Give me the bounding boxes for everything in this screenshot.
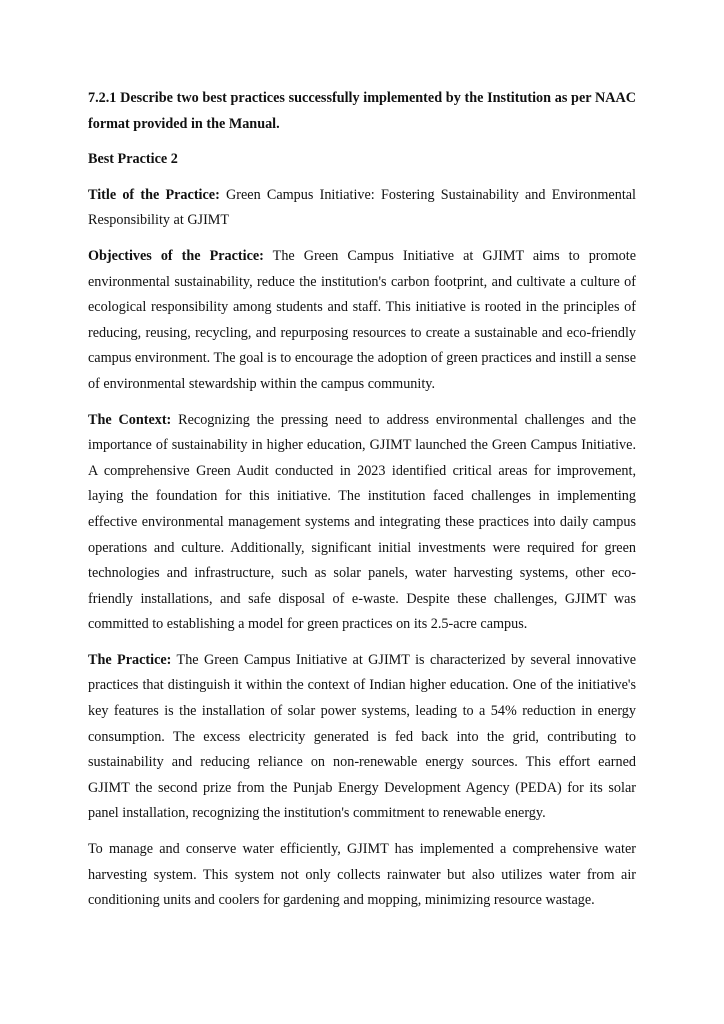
objectives-paragraph — [88, 244, 636, 398]
context-label: The Context: — [88, 411, 172, 428]
practice-paragraph — [88, 648, 636, 827]
objectives-text: The Green Campus Initiative at GJIMT aims to promote environmental sustainability, reduce the institution's carbon footprint, and cultivate a culture of ecological responsibility among students and staff. This initiative is rooted in the principles of reducing, reusing, recycling, and repurposing resources to create a sustainable and eco-friendly campus environment. The goal is to encourage the adoption of green practices and instill a sense of environmental stewardship within the campus community. — [88, 247, 636, 392]
water-paragraph: To manage and conserve water efficiently, GJIMT has implemented a comprehensive water harvesting system. This system not only collects rainwater but also utilizes water from air conditioning units and coolers for gardening and mopping, minimizing resource wastage. — [88, 841, 636, 909]
document-page — [88, 86, 636, 924]
practice-label: The Practice: — [88, 651, 172, 668]
question-heading: 7.2.1 Describe two best practices successfully implemented by the Institution as per NAAC format provided in the Manual. — [88, 90, 636, 132]
best-practice-label: Best Practice 2 — [88, 151, 178, 168]
context-paragraph — [88, 408, 636, 638]
objectives-label: Objectives of the Practice: — [88, 247, 264, 264]
context-text: Recognizing the pressing need to address environmental challenges and the importance of sustainability in higher education, GJIMT launched the Green Campus Initiative. A comprehensive Green Audit conducted in 2023 identified critical areas for improvement, laying the foundation for this initiative. The institution faced challenges in implementing effective environmental management systems and integrating these practices into daily campus operations and culture. Additionally, significant initial investments were required for green technologies and infrastructure, such as solar panels, water harvesting systems, other eco-friendly installations, and safe disposal of e-waste. Despite these challenges, GJIMT was committed to establishing a model for green practices on its 2.5-acre campus. — [88, 411, 636, 633]
title-paragraph — [88, 183, 636, 234]
title-text: Green Campus Initiative: Fostering Sustainability and Environmental Responsibility at GJIMT — [88, 186, 637, 229]
practice-text: The Green Campus Initiative at GJIMT is characterized by several innovative practices that distinguish it within the context of Indian higher education. One of the initiative's key features is the installation of solar power systems, leading to a 54% reduction in energy consumption. The excess electricity generated is fed back into the grid, contributing to sustainability and reducing reliance on non-renewable energy sources. This effort earned GJIMT the second prize from the Punjab Energy Development Agency (PEDA) for its solar panel installation, recognizing the institution's commitment to renewable energy. — [88, 651, 636, 822]
title-label: Title of the Practice: — [88, 186, 220, 203]
